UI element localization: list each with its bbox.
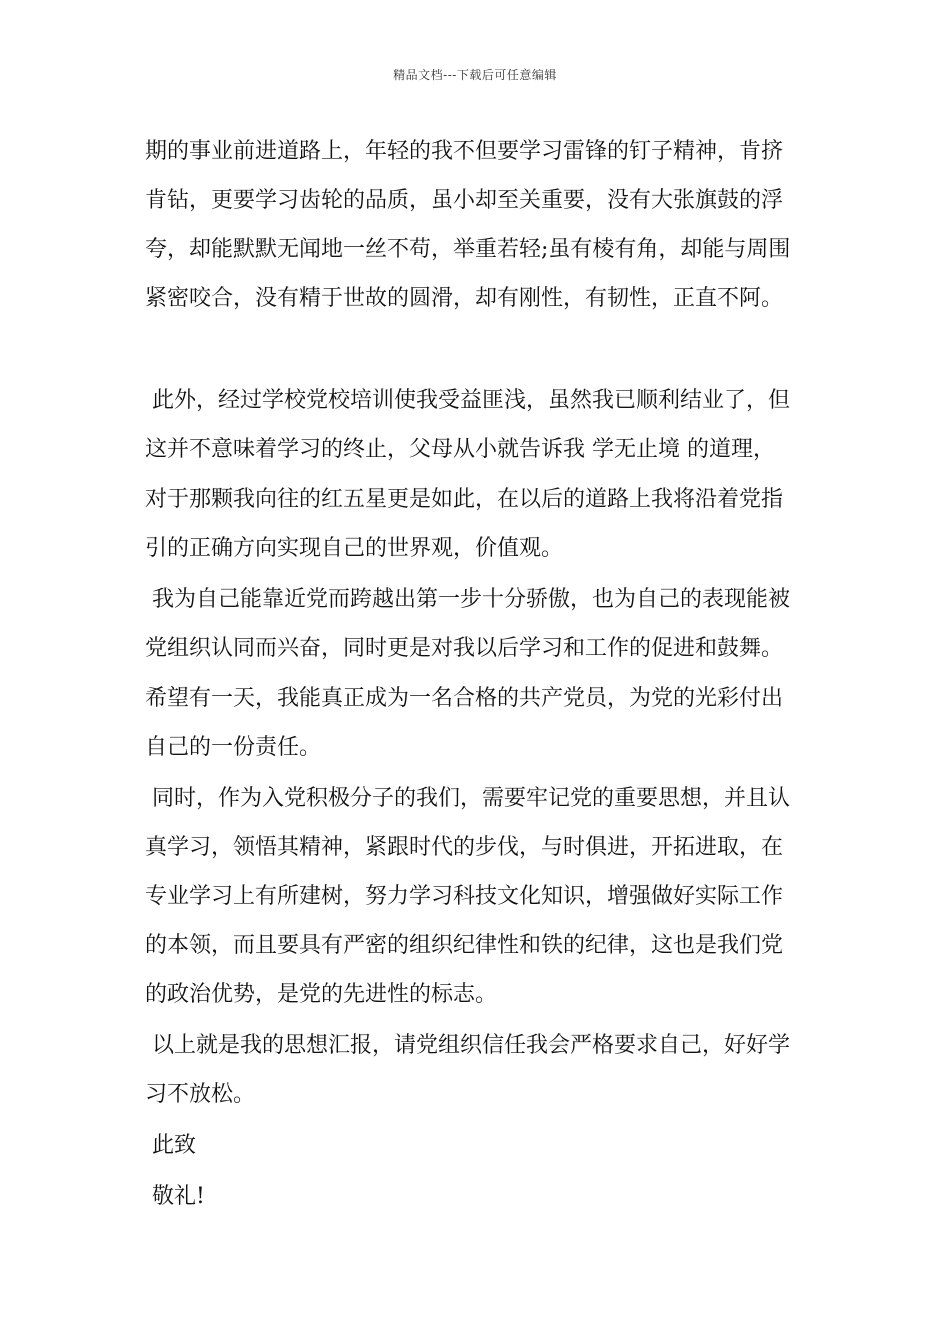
- text-line: 真学习，领悟其精神，紧跟时代的步伐，与时俱进，开拓进取，在: [145, 835, 784, 860]
- text-line: 我为自己能靠近党而跨越出第一步十分骄傲，也为自己的表现能被: [145, 587, 790, 612]
- text-line: 同时，作为入党积极分子的我们，需要牢记党的重要思想，并且认: [145, 786, 790, 811]
- text-line: 的政治优势，是党的先进性的标志。: [145, 982, 498, 1007]
- text-line: 引的正确方向实现自己的世界观，价值观。: [145, 536, 564, 561]
- text-line: 习不放松。: [145, 1082, 256, 1107]
- text-line: 肯钻，更要学习齿轮的品质，虽小却至关重要，没有大张旗鼓的浮: [145, 188, 784, 213]
- text-line: 这并不意味着学习的终止，父母从小就告诉我 学无止境 的道理，: [145, 437, 775, 462]
- text-line: 专业学习上有所建树，努力学习科技文化知识，增强做好实际工作: [145, 884, 784, 909]
- text-line: 对于那颗我向往的红五星更是如此，在以后的道路上我将沿着党指: [145, 487, 784, 512]
- page-header: 精品文档---下载后可任意编辑: [393, 68, 557, 82]
- closing-regards: 敬礼!: [145, 1184, 205, 1209]
- text-line: 紧密咬合，没有精于世故的圆滑，却有刚性，有韧性，正直不阿。: [145, 286, 784, 311]
- closing-salutation: 此致: [145, 1133, 196, 1158]
- text-line: 此外，经过学校党校培训使我受益匪浅，虽然我已顺利结业了，但: [145, 388, 790, 413]
- text-line: 以上就是我的思想汇报，请党组织信任我会严格要求自己，好好学: [145, 1033, 790, 1058]
- text-line: 期的事业前进道路上，年轻的我不但要学习雷锋的钉子精神，肯挤: [145, 139, 784, 164]
- text-line: 的本领，而且要具有严密的组织纪律性和铁的纪律，这也是我们党: [145, 933, 784, 958]
- text-line: 党组织认同而兴奋，同时更是对我以后学习和工作的促进和鼓舞。: [145, 636, 784, 661]
- text-line: 自己的一份责任。: [145, 735, 322, 760]
- text-line: 夸，却能默默无闻地一丝不苟，举重若轻;虽有棱有角，却能与周围: [145, 237, 791, 262]
- text-line: 希望有一天，我能真正成为一名合格的共产党员，为党的光彩付出: [145, 686, 784, 711]
